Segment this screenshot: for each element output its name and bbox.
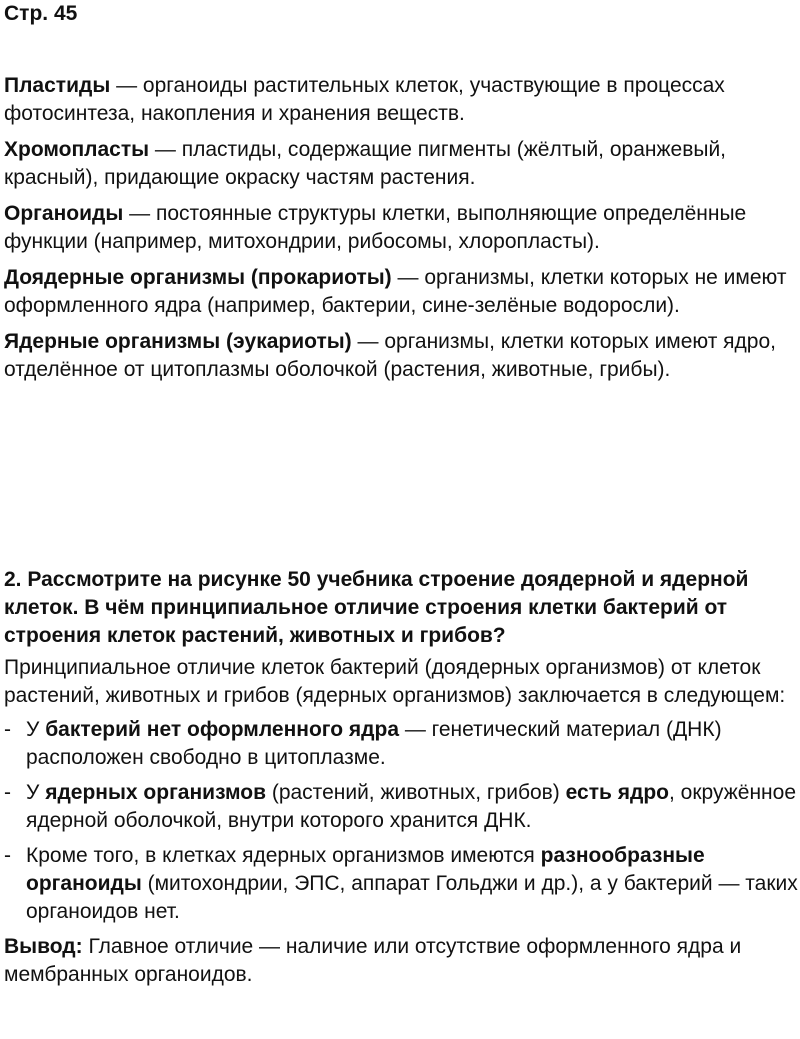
- definition-term: Хромопласты: [4, 138, 150, 161]
- bullet-dash: -: [4, 844, 11, 867]
- definition-text: — постоянные структуры клетки, выполняющие определённые функции (например, митохондрии, рибосомы, хлоропласты).: [4, 202, 747, 253]
- list-item: [4, 779, 799, 835]
- list-item: [4, 842, 799, 926]
- bullet-text: , окружённое ядерной оболочкой, внутри которого хранится ДНК.: [26, 781, 796, 832]
- bullet-text: — генетический материал (ДНК) расположен свободно в цитоплазме.: [26, 718, 722, 769]
- definition-term: Ядерные организмы (эукариоты): [4, 330, 352, 353]
- bullet-emphasis: разнообразные органоиды: [26, 844, 705, 895]
- bullet-text: У: [26, 781, 46, 804]
- definition-eukaryotes: [4, 328, 794, 384]
- definitions-list: [4, 72, 794, 392]
- definition-text: — организмы, клетки которых не имеют оформленного ядра (например, бактерии, сине-зелёные водоросли).: [4, 266, 787, 317]
- bullet-dash: -: [4, 781, 11, 804]
- list-item: [4, 716, 799, 772]
- answer-bullets: [4, 716, 799, 926]
- bullet-dash: -: [4, 718, 11, 741]
- definition-term: Органоиды: [4, 202, 124, 225]
- bullet-text: Кроме того, в клетках ядерных организмов имеются: [26, 844, 541, 867]
- definition-prokaryotes: [4, 264, 794, 320]
- answer-intro: Принципиальное отличие клеток бактерий (доядерных организмов) от клеток растений, животных и грибов (ядерных организмов) заключается в следующем:: [4, 656, 786, 707]
- definition-text: — организмы, клетки которых имеют ядро, отделённое от цитоплазмы оболочкой (растения, животные, грибы).: [4, 330, 776, 381]
- definition-text: — пластиды, содержащие пигменты (жёлтый, оранжевый, красный), придающие окраску частям растения.: [4, 138, 727, 189]
- definition-term: Пластиды: [4, 74, 111, 97]
- answer-block: [4, 654, 799, 995]
- bullet-text: (растений, животных, грибов): [266, 781, 566, 804]
- bullet-text: (митохондрии, ЭПС, аппарат Гольджи и др.), а у бактерий — таких органоидов нет.: [26, 872, 798, 923]
- conclusion: [4, 933, 799, 989]
- definition-organoids: [4, 200, 794, 256]
- bullet-emphasis: есть ядро: [565, 781, 669, 804]
- definition-chromoplasts: [4, 136, 794, 192]
- definition-term: Доядерные организмы (прокариоты): [4, 266, 392, 289]
- conclusion-text: Главное отличие — наличие или отсутствие оформленного ядра и мембранных органоидов.: [4, 935, 742, 986]
- conclusion-label: Вывод:: [4, 935, 83, 958]
- definition-plastids: [4, 72, 794, 128]
- bullet-emphasis: ядерных организмов: [45, 781, 266, 804]
- question-heading: 2. Рассмотрите на рисунке 50 учебника строение доядерной и ядерной клеток. В чём принципиальное отличие строения клетки бактерий от строения клеток растений, животных и грибов?: [4, 568, 749, 647]
- definition-text: — органоиды растительных клеток, участвующие в процессах фотосинтеза, накопления и хранения веществ.: [4, 74, 725, 125]
- bullet-emphasis: бактерий нет оформленного ядра: [45, 718, 399, 741]
- page-title: Стр. 45: [4, 2, 78, 25]
- bullet-text: У: [26, 718, 46, 741]
